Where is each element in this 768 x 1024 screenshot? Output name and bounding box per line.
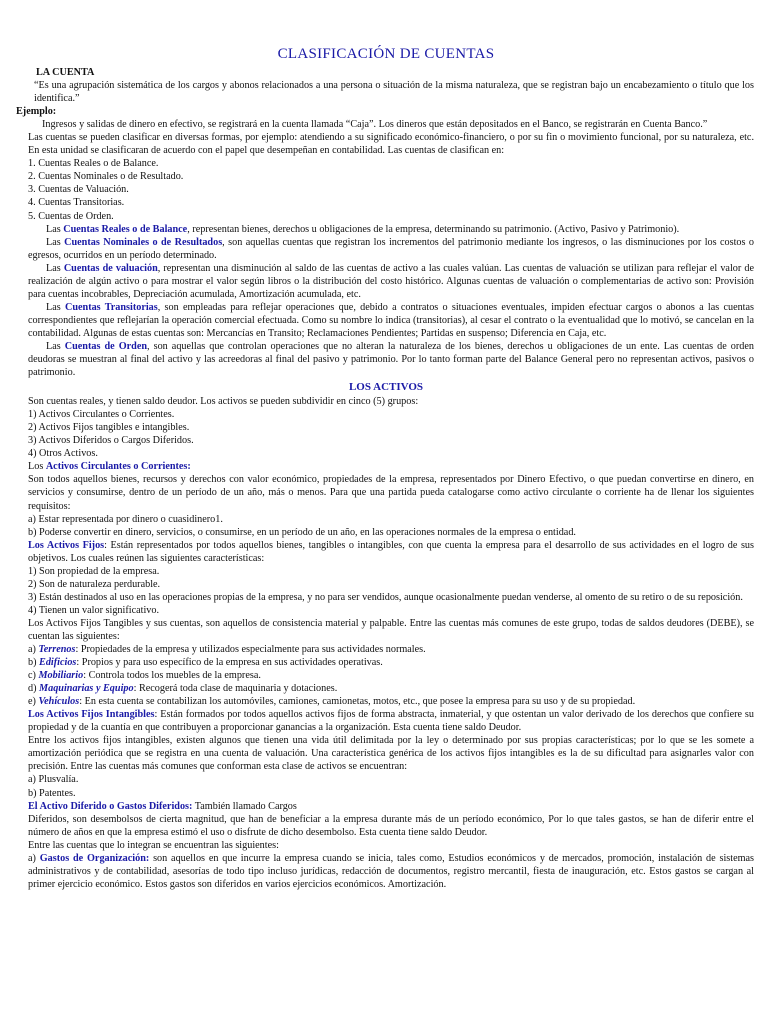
list-item: 3) Están destinados al uso en las operaciones propias de la empresa, y no para ser vendidos, aunque ocasionalmente puedan venderse, al omento de su retiro o de su reposición. bbox=[28, 591, 743, 603]
list-item: 1) Son propiedad de la empresa. bbox=[28, 565, 160, 577]
activos-intangibles-text: Los Activos Fijos Intangibles: Están formados por todos aquellos activos fijos de forma abstracta, inmaterial, y que ostentan un valor derivado de los derechos que confiere su propiedad y de la cuantía en que contribuyen a proporcionar ganancias a la organización. Esta cuenta tiene saldo Deudor. bbox=[28, 709, 754, 734]
desc-cuentas-nominales: Las Cuentas Nominales o de Resultados, son aquellas cuentas que registran los incrementos del patrimonio mediante los ingresos, o las disminuciones por los costos o egresos, ocurridos en un período determinado. bbox=[28, 236, 754, 261]
activos-circulantes-text: Son todos aquellos bienes, recursos y derechos con valor económico, propiedades de la empresa, representados por Dinero Efectivo, o que puedan convertirse en dinero, en servicios y consumirse, dentro de un período de un año, más o menos. Para que una partida pueda catalogarse como activo circulante o corriente ha de llenar los siguientes requisitos: bbox=[28, 474, 754, 512]
term-vehiculos: Vehículos bbox=[38, 696, 80, 708]
desc-cuentas-valuacion: Las Cuentas de valuación, representan una disminución al saldo de las cuentas de activo a las cuales valúan. Las cuentas de valuación se utilizan para reflejar el valor de realización de algún activo o para mostrar el valor según libros o la distribución del costo histórico. Algunas cuentas de valuación o complementarias de activo son: Provisión para cuentas incobrables, Depreciación acumulada, Amortización acumulada, etc. bbox=[28, 262, 754, 300]
list-item: a) Plusvalía. bbox=[28, 774, 79, 786]
la-cuenta-heading: LA CUENTA bbox=[36, 67, 95, 78]
activos-section bbox=[18, 395, 754, 891]
activo-diferido-text: Diferidos, son desembolsos de cierta magnitud, que han de beneficiar a la empresa durante más de un período económico, Por lo que tales gastos, se han de diferir entre el número de años en que la empresa estimó el uso o disfrute de dicho desembolso. Esta cuenta tiene saldo Deudor. bbox=[28, 813, 754, 838]
term-terrenos: Terrenos bbox=[38, 644, 76, 656]
page-title: CLASIFICACIÓN DE CUENTAS bbox=[277, 46, 495, 62]
desc-cuentas-transitorias: Las Cuentas Transitorias, son empleadas para reflejar operaciones que, debido a contratos o situaciones eventuales, impiden efectuar cargos o abonos a las cuentas correspondientes que reflejarían la operación comercial efectuada. Como su nombre lo indica (transitorias), al cesar el contrato o la eventualidad que lo motivó, se cancelan en la contabilidad. Algunas de estas cuentas son: Mercancías en Transito; Reclamaciones Pendientes; Partidas en suspenso; Diferencia en Caja, etc. bbox=[28, 301, 754, 339]
list-item: 3. Cuentas de Valuación. bbox=[28, 184, 129, 196]
activos-fijos-text: Los Activos Fijos: Están representados por todos aquellos bienes, tangibles o intangibles, con que cuenta la empresa para el desarrollo de sus actividades en el logro de sus objetivos. Los cuales reúnen las siguientes características: bbox=[28, 539, 754, 564]
list-item: 3) Activos Diferidos o Cargos Diferidos. bbox=[28, 435, 194, 447]
tangible-vehiculos: e) Vehículos: En esta cuenta se contabilizan los automóviles, camiones, camionetas, motos, etc., que posee la empresa para su uso y de su propiedad. bbox=[28, 696, 636, 708]
list-item: a) Estar representada por dinero o cuasidinero1. bbox=[28, 513, 223, 525]
activo-diferido-list-intro: Entre las cuentas que lo integran se encuentran las siguientes: bbox=[28, 839, 279, 851]
term-gastos-organizacion: Gastos de Organización: bbox=[39, 852, 150, 864]
list-item: 2) Activos Fijos tangibles e intangibles. bbox=[28, 422, 190, 434]
list-item: 1) Activos Circulantes o Corrientes. bbox=[28, 409, 175, 421]
list-item: 1. Cuentas Reales o de Balance. bbox=[28, 158, 159, 170]
term-cuentas-reales: Cuentas Reales o de Balance bbox=[63, 223, 188, 235]
la-cuenta-definition: “Es una agrupación sistemática de los cargos y abonos relacionados a una persona o situación de la misma naturaleza, que se registran bajo un encabezamiento o título que los identifica.” bbox=[34, 80, 754, 105]
term-activos-intangibles: Los Activos Fijos Intangibles bbox=[28, 709, 155, 721]
list-item: b) Patentes. bbox=[28, 787, 76, 799]
list-item: 2. Cuentas Nominales o de Resultado. bbox=[28, 171, 184, 183]
activo-diferido-heading: El Activo Diferido o Gastos Diferidos: También llamado Cargos bbox=[28, 800, 297, 812]
list-item: b) Poderse convertir en dinero, servicios, o consumirse, en un período de un año, en las operaciones normales de la empresa o entidad. bbox=[28, 526, 576, 538]
example-label: Ejemplo: bbox=[16, 106, 57, 118]
desc-cuentas-orden: Las Cuentas de Orden, son aquellas que controlan operaciones que no alteran la naturaleza de los bienes, derechos u obligaciones de un ente. Las cuentas de orden deudoras se muestran al final del activo y las acreedoras al final del pasivo y patrimonio. Por lo tanto forman parte del Balance General pero no representan activos, pasivos o patrimonio. bbox=[28, 340, 755, 379]
activos-intro: Son cuentas reales, y tienen saldo deudor. Los activos se pueden subdividir en cinco (5) grupos: bbox=[28, 396, 419, 408]
classification-intro: Las cuentas se pueden clasificar en diversas formas, por ejemplo: atendiendo a su significado económico-financiero, o por su fin o movimiento funcional, por su naturaleza, etc. En esta unidad se clasificaran de acuerdo con el papel que desempeñan en contabilidad. Las cuentas de clasifican en: bbox=[28, 132, 754, 157]
term-edificios: Edificios bbox=[39, 657, 77, 669]
list-item: 4) Tienen un valor significativo. bbox=[28, 604, 160, 616]
term-mobiliario: Mobiliario bbox=[38, 670, 84, 682]
list-item: 2) Son de naturaleza perdurable. bbox=[28, 578, 161, 590]
term-cuentas-valuacion: Cuentas de valuación bbox=[63, 262, 158, 274]
activos-tangibles-text: Los Activos Fijos Tangibles y sus cuentas, son aquellos de consistencia material y palpable. Entre las cuentas más comunes de este grupo, todas de saldos deudores (DEBE), se cuentan las siguientes: bbox=[28, 617, 754, 642]
term-activo-diferido: El Activo Diferido o Gastos Diferidos: bbox=[28, 800, 193, 812]
desc-cuentas-reales: Las Cuentas Reales o de Balance, representan bienes, derechos u obligaciones de la empresa, determinando su patrimonio. (Activo, Pasivo y Patrimonio). bbox=[46, 223, 680, 235]
term-activos-circulantes: Activos Circulantes o Corrientes: bbox=[45, 461, 191, 473]
tangible-mobiliario: c) Mobiliario: Controla todos los muebles de la empresa. bbox=[28, 670, 261, 682]
list-item: 5. Cuentas de Orden. bbox=[28, 210, 114, 222]
activos-heading: LOS ACTIVOS bbox=[348, 381, 424, 394]
tangible-maquinarias: d) Maquinarias y Equipo: Recogerá toda clase de maquinaria y dotaciones. bbox=[28, 683, 338, 695]
list-item: 4) Otros Activos. bbox=[28, 448, 98, 460]
term-cuentas-orden: Cuentas de Orden bbox=[64, 340, 148, 352]
account-types-list bbox=[18, 157, 754, 222]
tangible-edificios: b) Edificios: Propios y para uso específico de la empresa en sus actividades operativas. bbox=[28, 657, 383, 669]
term-activos-fijos: Los Activos Fijos bbox=[28, 539, 105, 551]
term-cuentas-nominales: Cuentas Nominales o de Resultados bbox=[64, 236, 223, 248]
activos-intangibles-more: Entre los activos fijos intangibles, existen algunos que tienen una vida útil delimitada por la ley o determinado por sus propias características; por lo que se les somete a amortización periódica que se registra en una cuenta de valuación. Una característica genérica de los activos fijos intangibles es la de su dificultad para asignarles valor con precisión. Entre las cuentas más comunes que conforman esta clase de activos se encuentran: bbox=[28, 735, 754, 773]
tangible-terrenos: a) Terrenos: Propiedades de la empresa y utilizados especialmente para sus actividades normales. bbox=[28, 644, 426, 656]
term-cuentas-transitorias: Cuentas Transitorias bbox=[64, 301, 158, 313]
activos-circulantes-heading: Los Activos Circulantes o Corrientes: bbox=[28, 461, 191, 473]
list-item: 4. Cuentas Transitorias. bbox=[28, 197, 125, 209]
example-text: Ingresos y salidas de dinero en efectivo, se registrará en la cuenta llamada “Caja”. Los dineros que están depositados en el Banco, se registrarán en Cuenta Banco.” bbox=[42, 119, 708, 131]
gastos-organizacion: a) Gastos de Organización: son aquellos en que incurre la empresa cuando se inicia, tales como, Estudios económicos y de mercados, promoción, instalación de sistemas administrativos y de contabilidad, asesorías de todo tipo incluso jurídicas, redacción de documentos, registro mercantil, fiesta de inauguración, etc. Estos gastos se cargan al primer ejercicio económico. Estos gastos son diferidos en varios ejercicios económicos. Amortización. bbox=[28, 852, 754, 890]
term-maquinarias: Maquinarias y Equipo bbox=[39, 683, 134, 695]
